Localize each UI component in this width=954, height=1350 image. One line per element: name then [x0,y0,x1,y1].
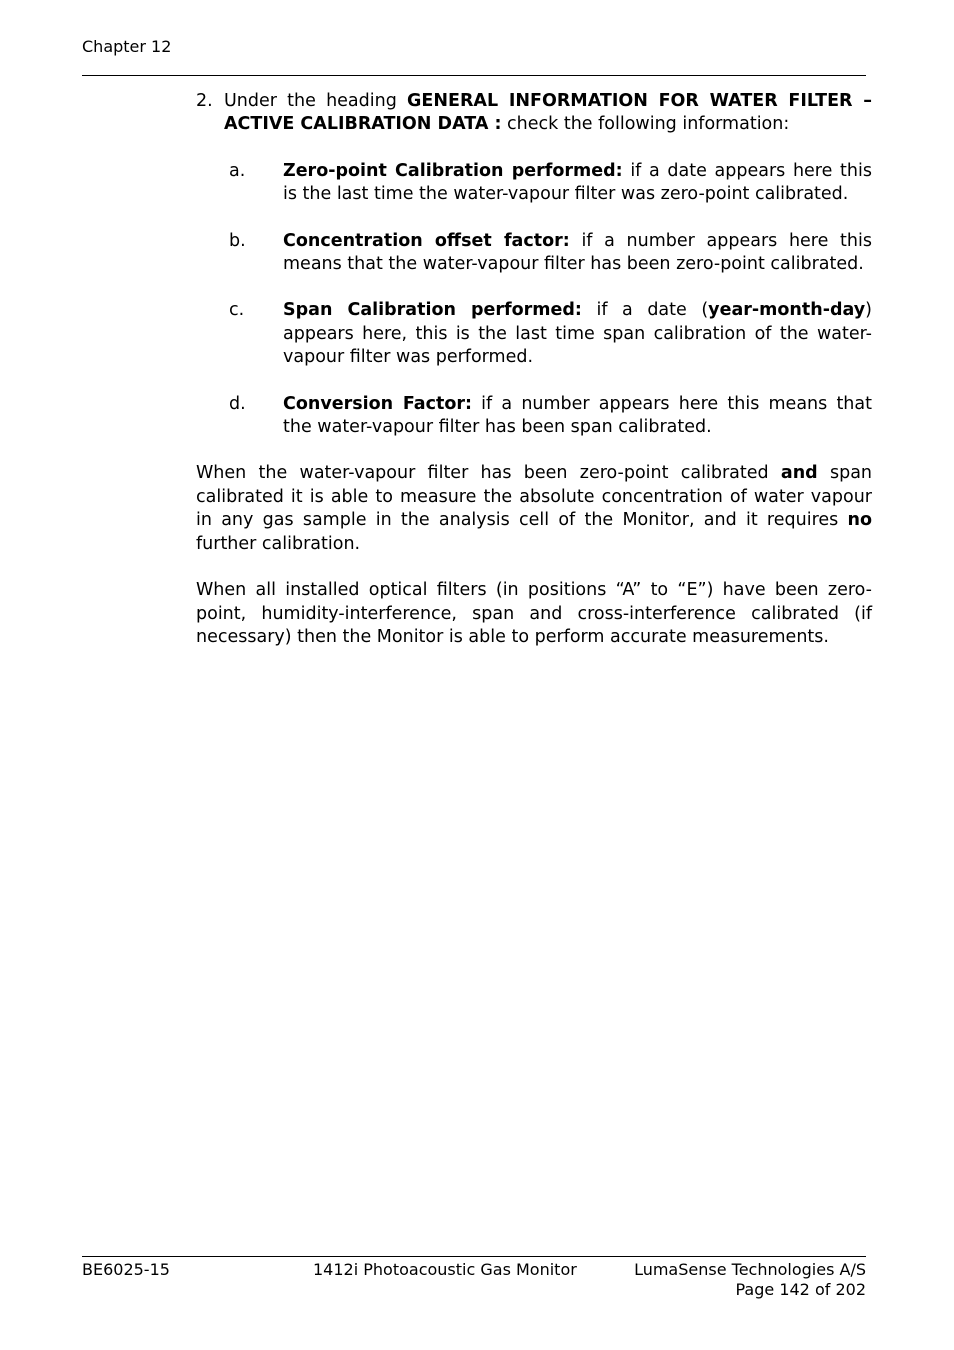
header-divider [82,75,866,76]
item-number: 2. [196,91,213,111]
bold-term: Conversion Factor: [283,393,472,414]
bold-term: Concentration offset factor: [283,230,570,251]
page-content [196,90,872,649]
subitem-text [283,299,872,369]
subitem-b [196,230,872,277]
subitem-text [283,393,872,440]
text-run: if a date appears here this is the last time the water-vapour filter was zero-point calibrated. [283,160,872,205]
product-name: 1412i Photoacoustic Gas Monitor [313,1260,577,1279]
subitem-letter: b. [229,230,246,251]
subitem-c [196,299,872,369]
chapter-title: Chapter 12 [82,37,172,56]
subitem-a [196,160,872,207]
bold-term: Span Calibration performed: [283,300,582,321]
text-run: check the following information: [501,114,790,135]
text-run: When the water-vapour filter has been zero-point calibrated [196,463,781,484]
subitem-letter: a. [229,160,246,181]
paragraph-water-vapour [196,462,872,556]
company-name: LumaSense Technologies A/S [634,1260,866,1279]
bold-word: and [780,463,818,484]
subitem-text [283,160,872,207]
text-run: ) appears here, this is the last time span calibration of the water-vapour filter was performed. [283,300,872,368]
text-run: if a number appears here this means that the water-vapour filter has been span calibrated. [283,393,872,438]
text-run: span calibrated it is able to measure the absolute concentration of water vapour in any gas sample in the analysis cell of the Monitor, and it requires [196,463,873,531]
bold-heading-reference: GENERAL INFORMATION FOR WATER FILTER – ACTIVE CALIBRATION DATA : [224,91,872,135]
item-text [224,90,872,137]
bold-date-format: year-month-day [708,300,866,321]
paragraph-optical-filters [196,579,872,649]
footer-right [634,1260,866,1300]
bold-term: Zero-point Calibration performed: [283,160,623,181]
text-run: When all installed optical filters (in positions “A” to “E”) have been zero-point, humidity-interference, span and cross-interference calibrated (if necessary) then the Monitor is able to perform accurate measurements. [196,580,872,647]
document-id: BE6025-15 [82,1260,170,1279]
text-run: Under the heading [224,91,408,111]
subitem-d [196,393,872,440]
subitem-text [283,230,872,277]
text-run: if a number appears here this means that the water-vapour filter has been zero-point calibrated. [283,230,872,275]
subitem-letter: d. [229,393,246,414]
text-run: if a date ( [581,300,709,321]
footer-divider [82,1256,866,1257]
page-number: Page 142 of 202 [735,1280,866,1299]
text-run: further calibration. [196,533,361,554]
bold-word: no [847,510,872,531]
subitem-letter: c. [229,300,245,321]
numbered-item-2 [196,90,872,439]
